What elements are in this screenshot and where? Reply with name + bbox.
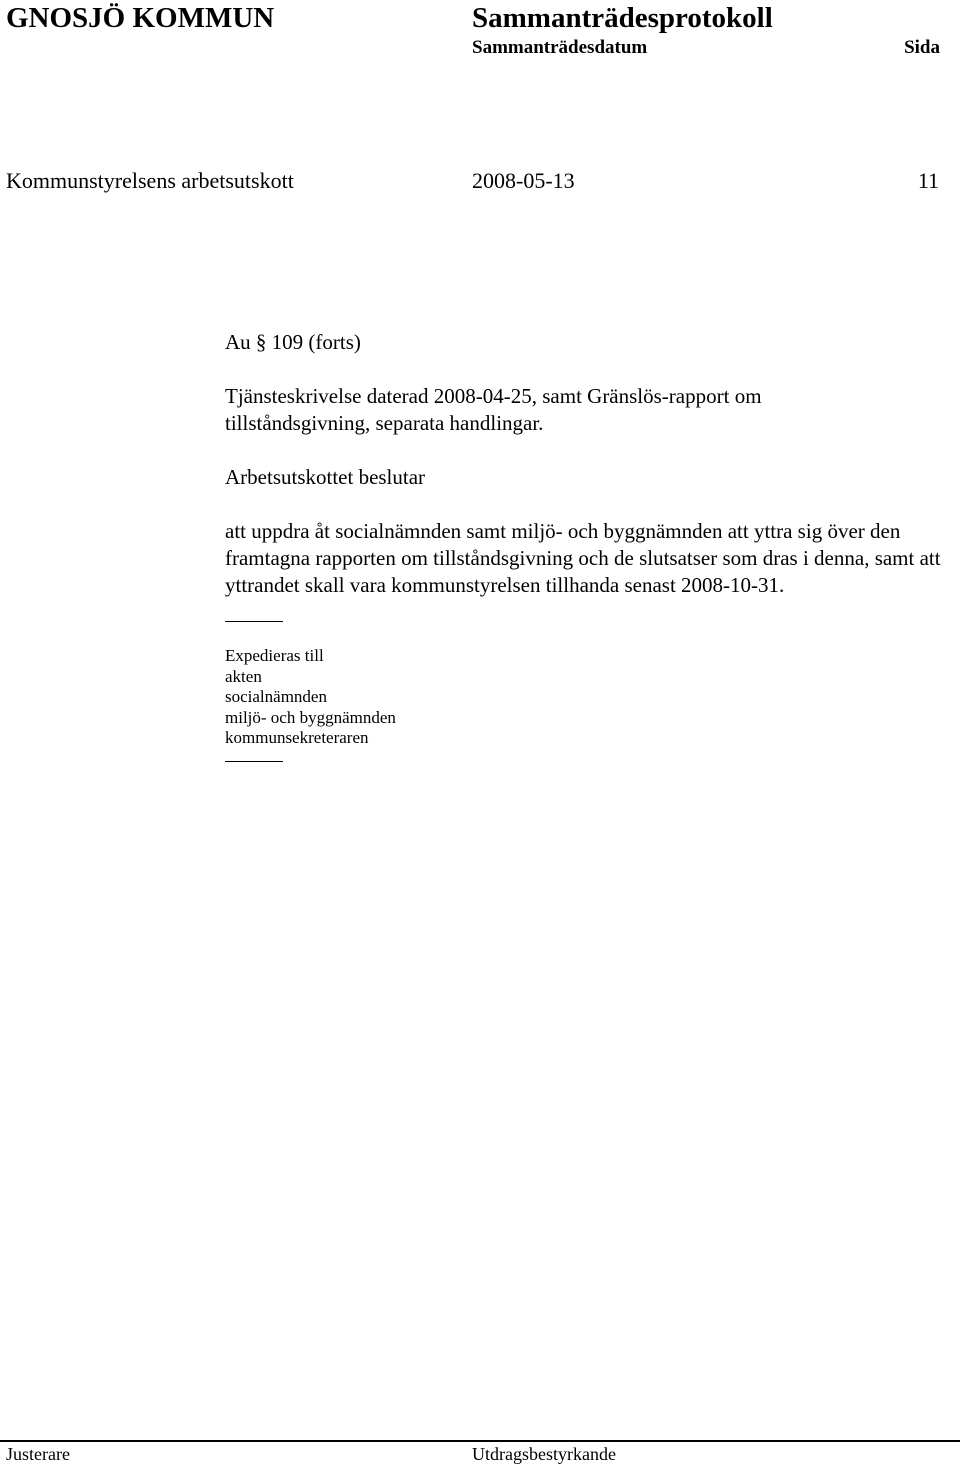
extract-certification-label: Utdragsbestyrkande: [472, 1444, 616, 1464]
decision-text: att uppdra åt socialnämnden samt miljö- och byggnämnden att yttra sig över den framtagna rapporten om tillståndsgivning och de slutsatser som dras i denna, samt att yttrandet skall vara kommunstyrelsen tillhanda senast 2008-10-31.: [225, 519, 941, 597]
footer-divider: [0, 1440, 960, 1442]
background-line-1: Tjänsteskrivelse daterad 2008-04-25, samt Gränslös-rapport om: [225, 384, 762, 408]
municipality-name: GNOSJÖ KOMMUN: [6, 2, 275, 34]
background-line-2: tillståndsgivning, separata handlingar.: [225, 411, 544, 435]
signers-label: Justerare: [6, 1444, 70, 1464]
page-number: 11: [917, 168, 939, 193]
section-reference: Au § 109 (forts): [225, 330, 361, 354]
dispatch-list: [225, 646, 945, 749]
dispatch-recipient: kommunsekreteraren: [225, 728, 369, 747]
page-label: Sida: [904, 37, 940, 58]
separator-line: [225, 761, 283, 762]
document-type: Sammanträdesprotokoll: [472, 2, 773, 34]
meeting-date-label: Sammanträdesdatum: [472, 37, 648, 58]
meeting-date: 2008-05-13: [472, 168, 575, 193]
background-text: [225, 383, 945, 437]
dispatch-recipient: akten: [225, 666, 262, 686]
separator-line: [225, 621, 283, 622]
protocol-content: [225, 329, 945, 762]
decision-heading: Arbetsutskottet beslutar: [225, 465, 426, 489]
body-name: Kommunstyrelsens arbetsutskott: [6, 168, 294, 193]
dispatch-recipient: miljö- och byggnämnden: [225, 707, 396, 727]
dispatch-recipient: socialnämnden: [225, 687, 327, 706]
dispatch-title: Expedieras till: [225, 646, 324, 665]
